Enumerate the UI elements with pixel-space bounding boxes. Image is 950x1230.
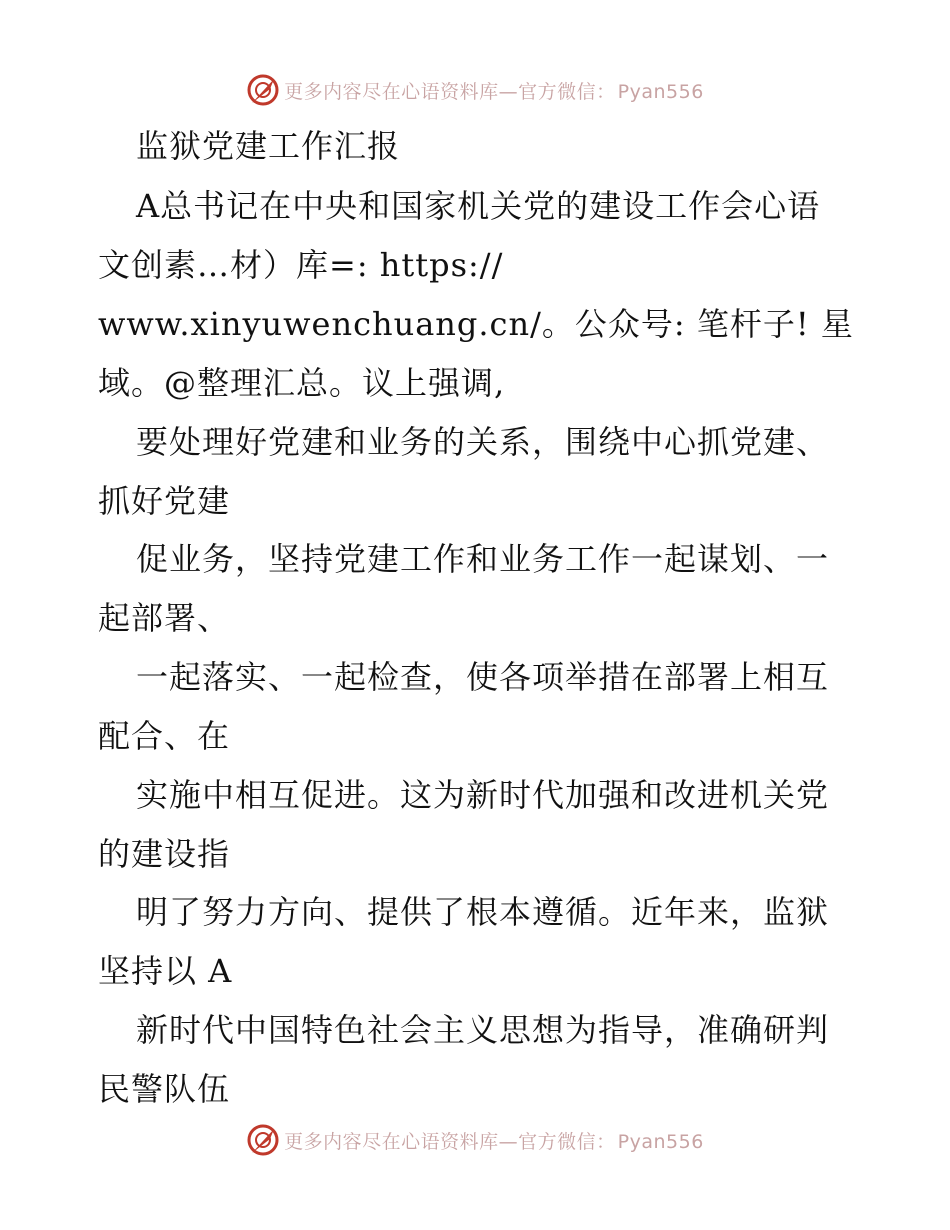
quill-logo-icon: [246, 73, 280, 107]
header-banner: [0, 72, 950, 108]
footer-wechat-id: Pyan556: [617, 1130, 704, 1153]
paragraph-line: 一起落实、一起检查，使各项举措在部署上相互: [136, 658, 830, 696]
paragraph-line: www.xinyuwenchuang.cn/。公众号: 笔杆子! 星: [98, 305, 854, 343]
paragraph-line: 要处理好党建和业务的关系，围绕中心抓党建、: [136, 423, 830, 461]
header-banner-text: 更多内容尽在心语资料库—官方微信：: [284, 80, 616, 103]
header-wechat-id: Pyan556: [617, 80, 704, 103]
paragraph-line: 促业务，坚持党建工作和业务工作一起谋划、一: [136, 540, 830, 578]
quill-logo-icon: [246, 1123, 280, 1157]
paragraph-line: 坚持以 A: [98, 952, 233, 990]
paragraph-line: A总书记在中央和国家机关党的建设工作会心语: [136, 187, 821, 225]
paragraph-line: 明了努力方向、提供了根本遵循。近年来，监狱: [136, 893, 830, 931]
footer-banner: [0, 1122, 950, 1158]
footer-banner-text: 更多内容尽在心语资料库—官方微信：: [284, 1130, 616, 1153]
paragraph-line: 的建设指: [98, 835, 231, 873]
paragraph-line: 民警队伍: [98, 1070, 231, 1108]
paragraph-line: 实施中相互促进。这为新时代加强和改进机关党: [136, 776, 830, 814]
paragraph-line: 起部署、: [98, 599, 231, 637]
paragraph-line: 抓好党建: [98, 482, 231, 520]
document-title: 监狱党建工作汇报: [136, 127, 401, 165]
paragraph-line: 域。@整理汇总。议上强调,: [98, 364, 506, 402]
paragraph-line: 新时代中国特色社会主义思想为指导，准确研判: [136, 1011, 830, 1049]
paragraph-line: 文创素…材）库=: https://: [98, 246, 504, 284]
paragraph-line: 配合、在: [98, 717, 231, 755]
